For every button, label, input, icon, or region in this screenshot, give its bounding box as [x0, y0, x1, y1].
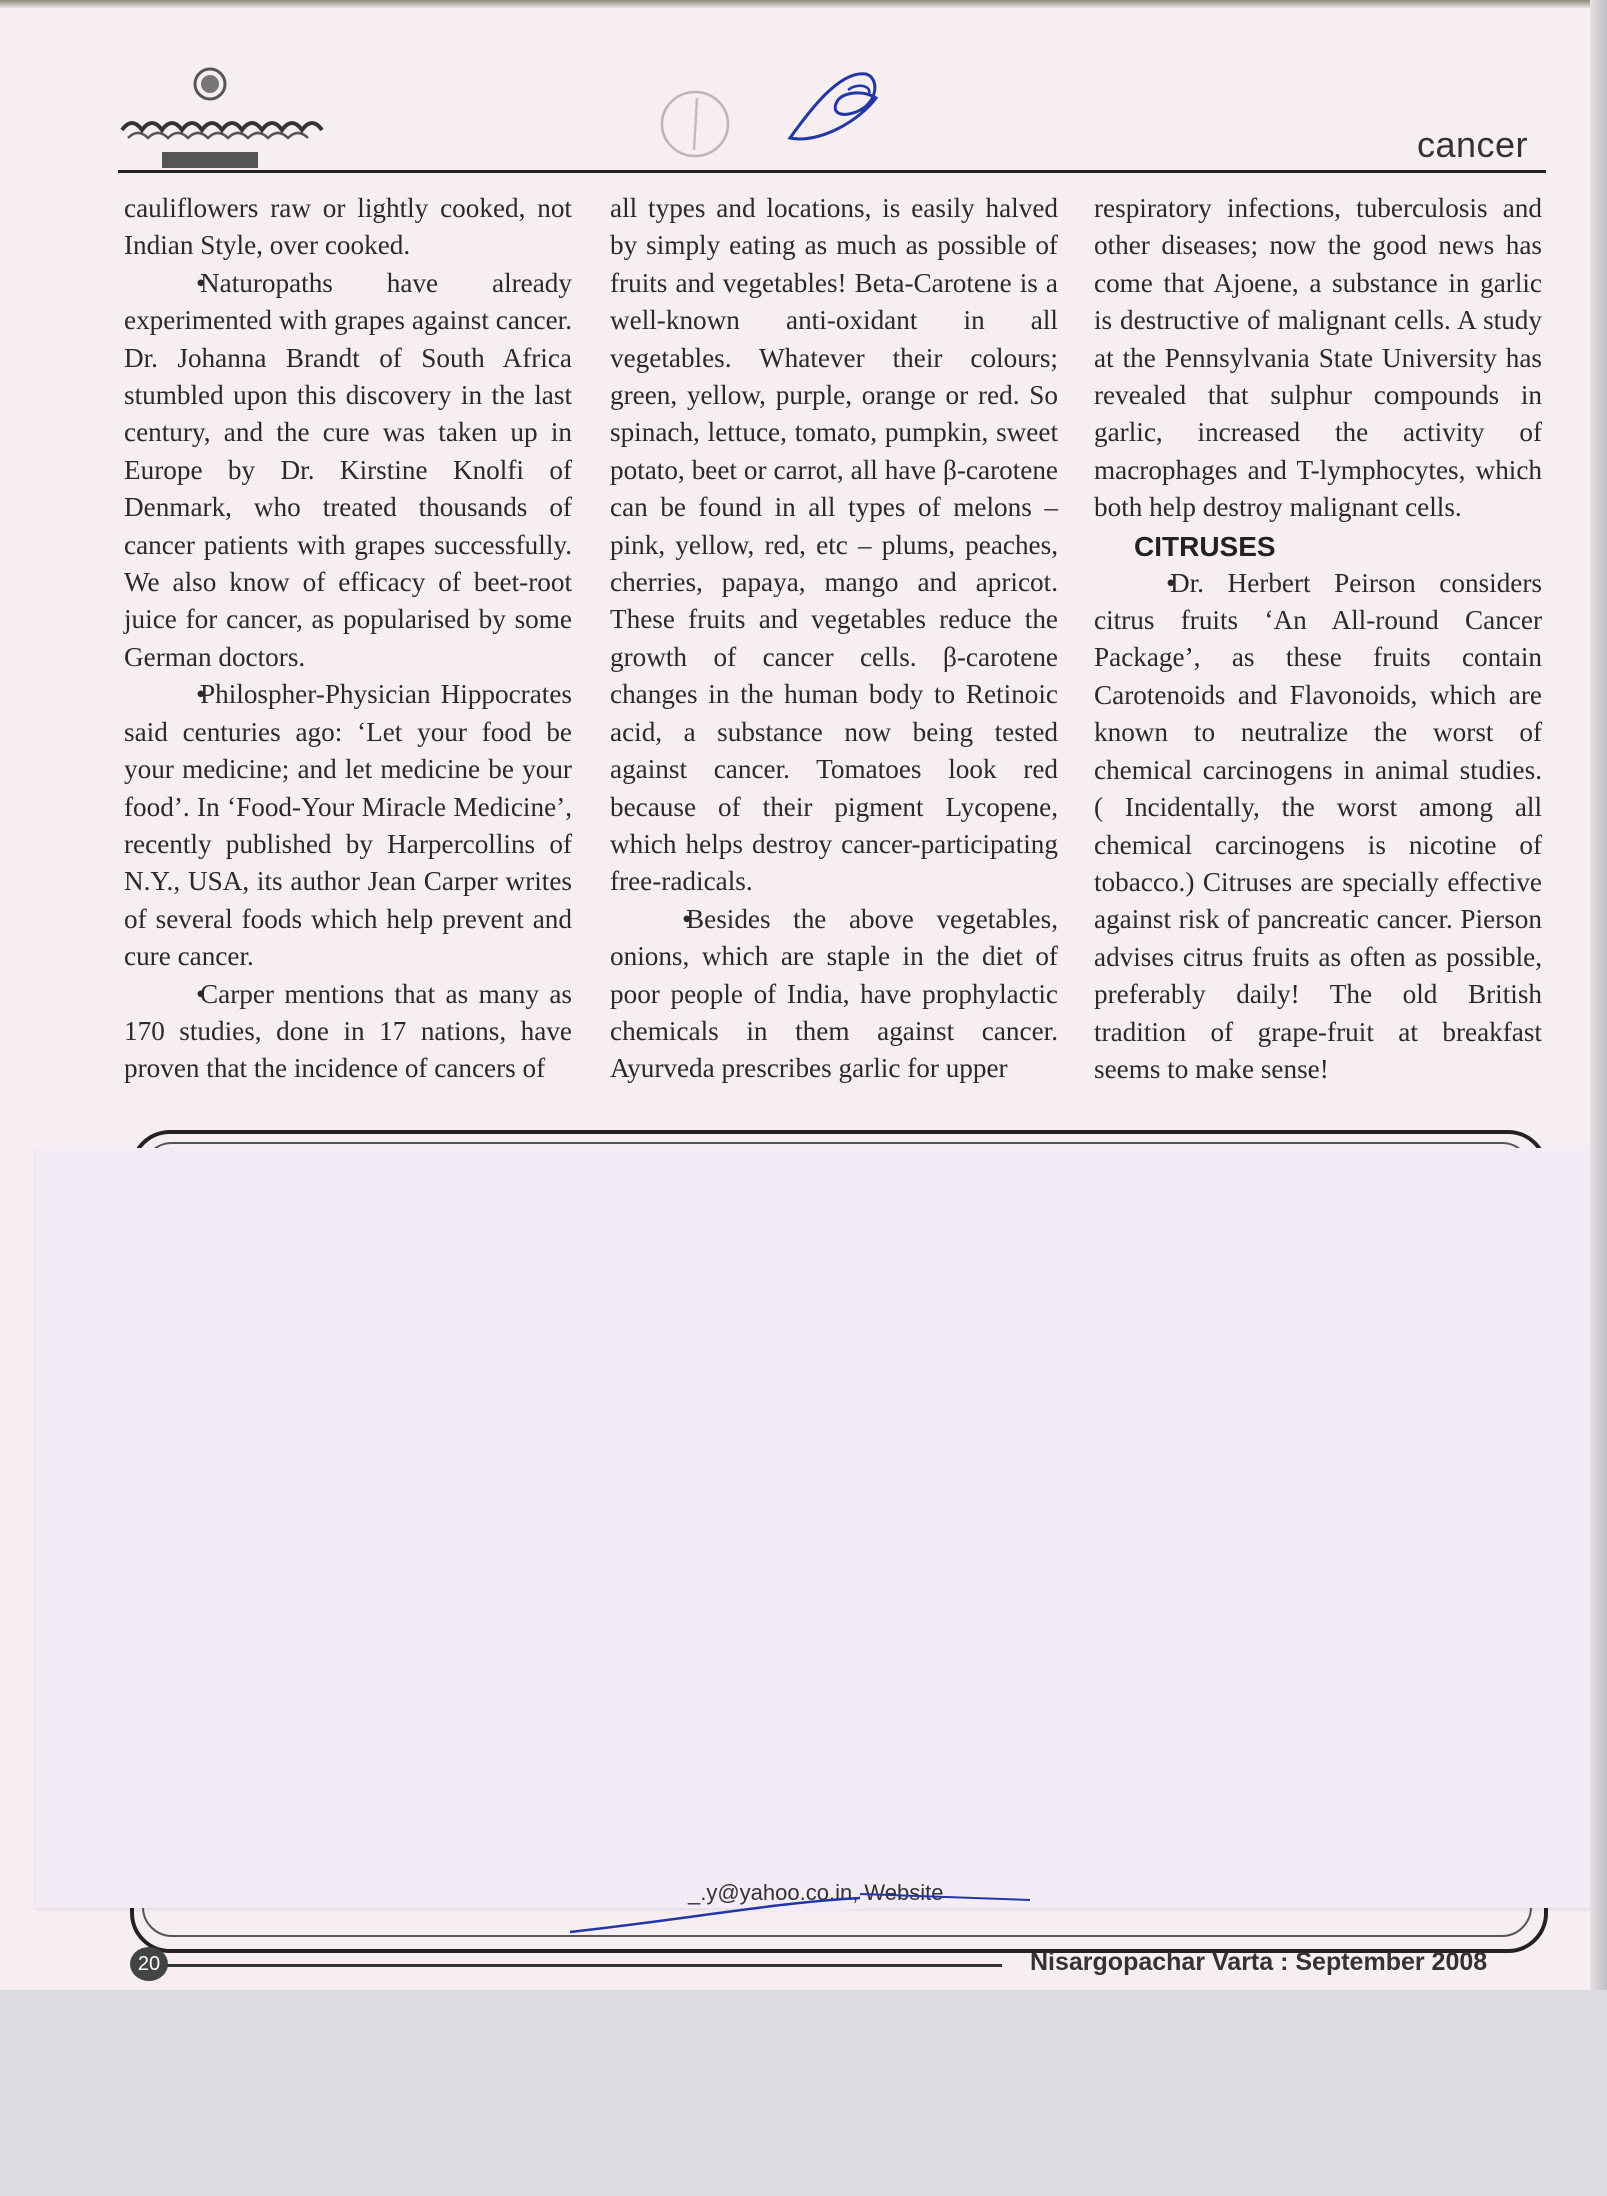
header-rule	[118, 170, 1546, 173]
paragraph: cauliflowers raw or lightly cooked, not Indian Style, over cooked.	[124, 193, 572, 261]
text-column-1	[124, 190, 572, 1088]
pen-stroke-annotation	[560, 1880, 1080, 1940]
pencil-circle-annotation	[650, 84, 750, 164]
covered-contact-text: _.y@yahoo.co.in, Website	[688, 1880, 944, 1905]
section-label: cancer	[1416, 124, 1528, 165]
bullet-paragraph: • Carper mentions that as many as 170 studies, done in 17 nations, have proven that the incidence of cancers of	[124, 976, 572, 1088]
footer-rule	[152, 1964, 1002, 1967]
pen-scribble-annotation	[780, 60, 900, 150]
bullet-paragraph: • Philospher-Physician Hippocrates said centuries ago: ‘Let your food be your medicine; and let medicine be your food’. In ‘Food-Your Miracle Medicine’, recently published by Harpercollins of N.Y., USA, its author Jean Carper writes of several foods which help prevent and cure cancer.	[124, 676, 572, 975]
page-number: 20	[130, 1947, 168, 1981]
page-top-edge	[0, 0, 1590, 8]
paragraph: all types and locations, is easily halved by simply eating as much as possible of fruits and vegetables! Beta-Carotene is a well-known anti-oxidant in all vegetables. Whatever their colours; green, yellow, purple, orange or red. So spinach, lettuce, tomato, pumpkin, sweet potato, beet or carrot, all have β-carotene can be found in all types of melons – pink, yellow, red, etc – plums, peaches, cherries, papaya, mango and apricot. These fruits and vegetables reduce the growth of cancer cells. β-carotene changes in the human body to Retinoic acid, a substance now being tested against cancer. Tomatoes look red because of their pigment Lycopene, which helps destroy cancer-participating free-radicals.	[610, 193, 1058, 897]
section-heading: CITRUSES	[1134, 530, 1276, 562]
paragraph: respiratory infections, tuberculosis and other diseases; now the good news has come that Ajoene, a substance in garlic is destructive of malignant cells. A study at the Pennsylvania State University has revealed that sulphur compounds in garlic, increased the activity of macrophages and T-lymphocytes, which both help destroy malignant cells.	[1094, 193, 1542, 523]
text-column-3	[1094, 190, 1542, 1088]
bullet-paragraph: • Besides the above vegetables, onions, which are staple in the diet of poor people of India, have prophylactic chemicals in them against cancer. Ayurveda prescribes garlic for upper	[610, 901, 1058, 1088]
bullet-paragraph: • Naturopaths have already experimented with grapes against cancer. Dr. Johanna Brandt of South Africa stumbled upon this discovery in the last century, and the cure was taken up in Europe by Dr. Kirstine Knolfi of Denmark, who treated thousands of cancer patients with grapes successfully. We also know of efficacy of beet-root juice for cancer, as popularised by some German doctors.	[124, 265, 572, 676]
magazine-logo	[118, 60, 328, 170]
paper-cover-patch	[36, 1148, 1590, 1908]
scanner-background	[0, 1990, 1607, 2196]
text-column-2	[610, 190, 1058, 1088]
publication-footer: Nisargopachar Varta : September 2008	[1030, 1948, 1488, 1976]
bullet-paragraph: • Dr. Herbert Peirson considers citrus fruits ‘An All-round Cancer Package’, as these fruits contain Carotenoids and Flavonoids, which are known to neutralize the worst of chemical carcinogens in animal studies. ( Incidentally, the worst among all chemical carcinogens is nicotine of tobacco.) Citruses are specially effective against risk of pancreatic cancer. Pierson advises citrus fruits as often as possible, preferably daily! The old British tradition of grape-fruit at breakfast seems to make sense!	[1094, 565, 1542, 1089]
page-right-edge	[1590, 0, 1607, 1990]
